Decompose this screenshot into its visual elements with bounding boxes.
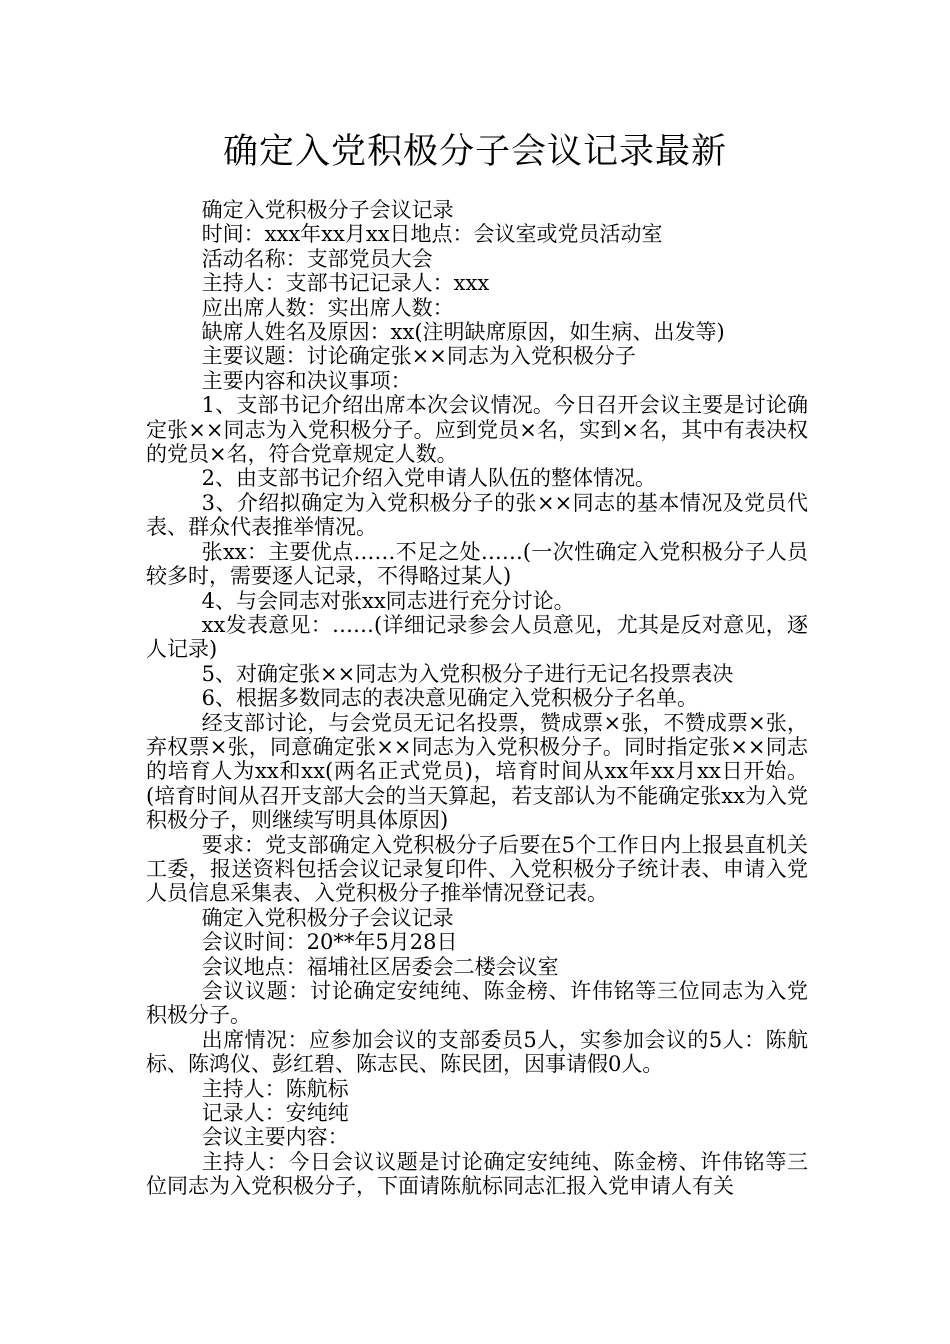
paragraph: 5、对确定张××同志为入党积极分子进行无记名投票表决	[201, 661, 734, 686]
paragraph: 时间：xxx年xx月xx日地点：会议室或党员活动室	[201, 222, 663, 247]
paragraph: 主要议题：讨论确定张××同志为入党积极分子	[201, 344, 636, 369]
paragraph: 会议主要内容：	[201, 1125, 349, 1150]
paragraph: 6、根据多数同志的表决意见确定入党积极分子名单。	[201, 686, 698, 711]
paragraph: 主持人：支部书记记录人：xxx	[201, 271, 490, 296]
paragraph: 要求：党支部确定入党积极分子后要在5个工作日内上报县直机关工委，报送资料包括会议记录复印件、入党积极分子统计表、申请入党人员信息采集表、入党积极分子推举情况登记表。	[146, 832, 808, 906]
paragraph: 记录人：安纯纯	[201, 1101, 349, 1126]
document-body	[146, 198, 808, 1199]
paragraph: 活动名称：支部党员大会	[201, 246, 433, 271]
paragraph: xx发表意见：……(详细记录参会人员意见，尤其是反对意见，逐人记录)	[146, 612, 808, 662]
document-title: 确定入党积极分子会议记录最新	[222, 132, 727, 172]
paragraph: 2、由支部书记介绍入党申请人队伍的整体情况。	[201, 466, 656, 491]
paragraph: 主持人：今日会议议题是讨论确定安纯纯、陈金榜、许伟铭等三位同志为入党积极分子，下面请陈航标同志汇报入党申请人有关	[146, 1149, 808, 1199]
paragraph: 会议地点：福埔社区居委会二楼会议室	[201, 954, 559, 979]
paragraph: 确定入党积极分子会议记录	[201, 905, 454, 930]
paragraph: 主要内容和决议事项：	[201, 368, 412, 393]
paragraph: 确定入党积极分子会议记录	[201, 198, 454, 222]
paragraph: 会议议题：讨论确定安纯纯、陈金榜、许伟铭等三位同志为入党积极分子。	[146, 979, 808, 1028]
paragraph: 3、介绍拟确定为入党积极分子的张××同志的基本情况及党员代表、群众代表推举情况。	[146, 490, 808, 540]
paragraph: 1、支部书记介绍出席本次会议情况。今日召开会议主要是讨论确定张××同志为入党积极分子。应到党员×名，实到×名，其中有表决权的党员×名，符合党章规定人数。	[146, 393, 808, 467]
paragraph: 应出席人数：实出席人数：	[201, 295, 454, 320]
paragraph: 张xx：主要优点……不足之处……(一次性确定入党积极分子人员较多时，需要逐人记录，不得略过某人)	[146, 539, 808, 589]
paragraph: 4、与会同志对张xx同志进行充分讨论。	[201, 588, 575, 613]
paragraph: 缺席人姓名及原因：xx(注明缺席原因，如生病、出发等)	[201, 320, 725, 345]
paragraph: 出席情况：应参加会议的支部委员5人，实参加会议的5人：陈航标、陈鸿仪、彭红碧、陈志民、陈民团，因事请假0人。	[146, 1027, 808, 1077]
paragraph: 主持人：陈航标	[201, 1076, 349, 1101]
paragraph: 经支部讨论，与会党员无记名投票，赞成票×张，不赞成票×张，弃权票×张，同意确定张××同志为入党积极分子。同时指定张××同志的培育人为xx和xx(两名正式党员)，培育时间从xx年xx月xx日开始。(培育时间从召开支部大会的当天算起，若支部认为不能确定张xx为入党积极分子，则继续写明具体原因)	[146, 710, 808, 833]
paragraph: 会议时间：20**年5月28日	[201, 930, 458, 955]
